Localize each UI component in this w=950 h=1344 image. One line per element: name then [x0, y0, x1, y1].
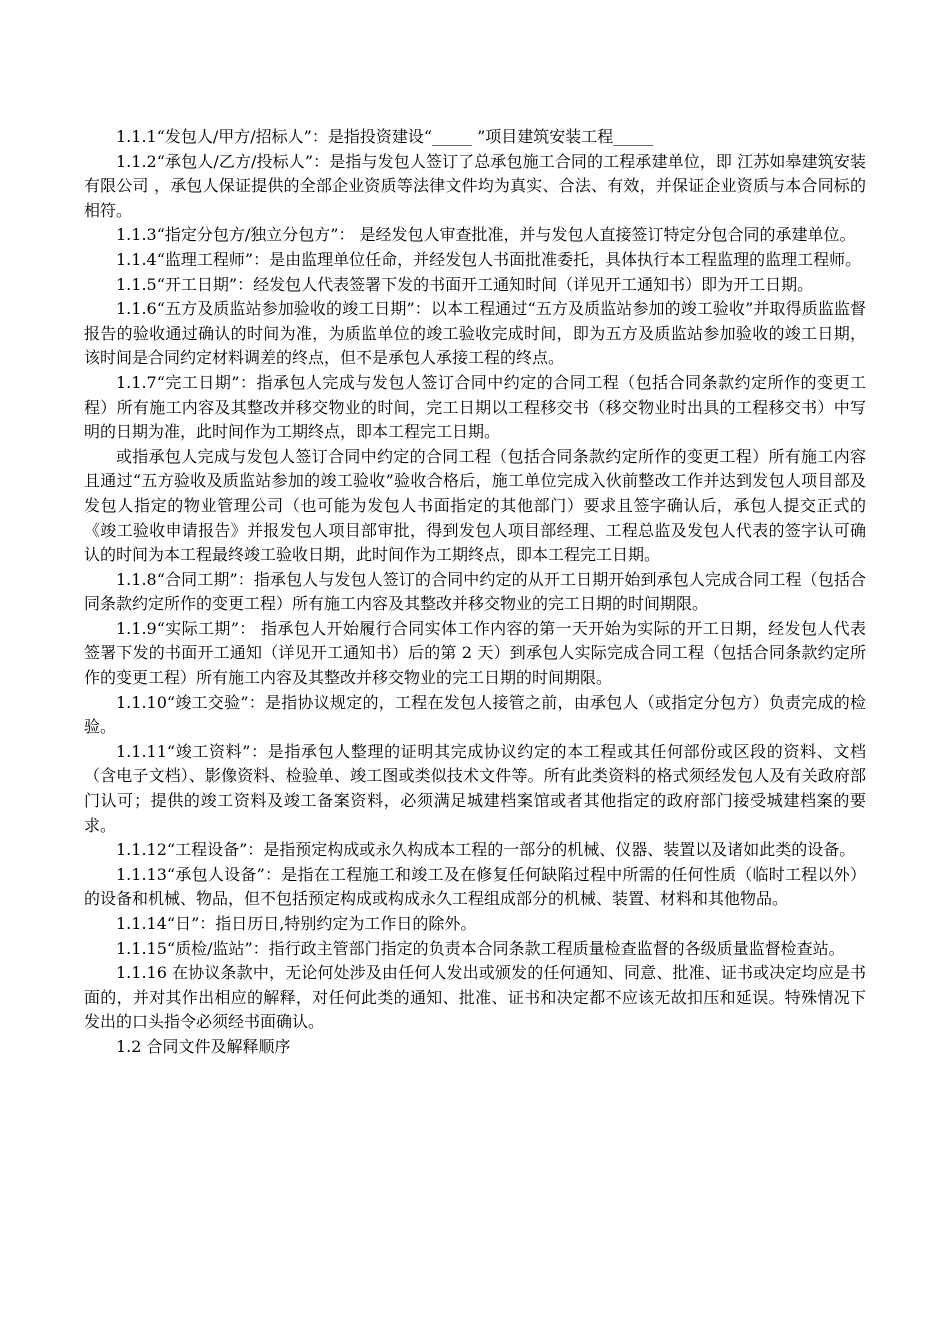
clause-1-1-9: 1.1.9“实际工期”： 指承包人开始履行合同实体工作内容的第一天开始为实际的开工日期，经发包人代表签署下发的书面开工通知（详见开工通知书）后的第 2 天）到承包人实际完成合同工程（包括合同条款约定所作的变更工程）所有施工内容及其整改并移交物业的完工日期的时间期限。	[84, 618, 866, 688]
clause-1-1-5: 1.1.5“开工日期”：经发包人代表签署下发的书面开工通知时间（详见开工通知书）即为开工日期。	[116, 274, 814, 294]
clause-1-1-2: 1.1.2“承包人/乙方/投标人”：是指与发包人签订了总承包施工合同的工程承建单位，即 江苏如皋建筑安装有限公司 ，承包人保证提供的全部企业资质等法律文件均为真实、合法、有效，并保证企业资质与本合同标的相符。	[84, 151, 866, 220]
section-heading-1-2: 1.2 合同文件及解释顺序	[116, 1036, 291, 1056]
clause-1-1-13: 1.1.13“承包人设备”：是指在工程施工和竣工及在修复任何缺陷过程中所需的任何性质（临时工程以外）的设备和机械、物品，但不包括预定构成或构成永久工程组成部分的机械、装置、材料和其他物品。	[84, 864, 866, 909]
clause-1-1-6: 1.1.6“五方及质监站参加验收的竣工日期”：以本工程通过“五方及质监站参加的竣工验收”并取得质监监督报告的验收通过确认的时间为准，为质监单位的竣工验收完成时间，即为五方及质监站参加验收的竣工日期，该时间是合同约定材料调差的终点，但不是承包人承接工程的终点。	[84, 299, 866, 368]
clause-1-1-16: 1.1.16 在协议条款中，无论何处涉及由任何人发出或颁发的任何通知、同意、批准、证书或决定均应是书面的，并对其作出相应的解释，对任何此类的通知、批准、证书和决定都不应该无故扣压和延误。特殊情况下发出的口头指令必须经书面确认。	[84, 963, 866, 1032]
clause-1-1-11: 1.1.11“竣工资料”：是指承包人整理的证明其完成协议约定的本工程或其任何部份或区段的资料、文档（含电子文档）、影像资料、检验单、竣工图或类似技术文件等。所有此类资料的格式须经发包人及有关政府部门认可；提供的竣工资料及竣工备案资料，必须满足城建档案馆或者其他指定的政府部门接受城建档案的要求。	[84, 741, 866, 835]
clause-1-1-4: 1.1.4“监理工程师”：是由监理单位任命，并经发包人书面批准委托，具体执行本工程监理的监理工程师。	[116, 249, 862, 269]
clause-1-1-8: 1.1.8“合同工期”：指承包人与发包人签订的合同中约定的从开工日期开始到承包人完成合同工程（包括合同条款约定所作的变更工程）所有施工内容及其整改并移交物业的完工日期的时间期限。	[84, 569, 866, 614]
clause-1-1-12: 1.1.12“工程设备”：是指预定构成或永久构成本工程的一部分的机械、仪器、装置以及诸如此类的设备。	[116, 840, 856, 860]
clause-1-1-7-alternative: 或指承包人完成与发包人签订合同中约定的合同工程（包括合同条款约定所作的变更工程）所有施工内容且通过“五方验收及质监站参加的竣工验收”验收合格后，施工单位完成入伙前整改工作并达到发包人项目部及发包人指定的物业管理公司（也可能为发包人书面指定的其他部门）要求且签字确认后，承包人提交正式的《竣工验收申请报告》并报发包人项目部审批，得到发包人项目部经理、工程总监及发包人代表的签字认可确认的时间为本工程最终竣工验收日期，此时间作为工期终点，即本工程完工日期。	[84, 446, 866, 565]
clause-1-1-7: 1.1.7“完工日期”：指承包人完成与发包人签订合同中约定的合同工程（包括合同条款约定所作的变更工程）所有施工内容及其整改并移交物业的时间，完工日期以工程移交书（移交物业时出具的工程移交书）中写明的日期为准，此时间作为工期终点，即本工程完工日期。	[84, 372, 866, 442]
clause-1-1-3: 1.1.3“指定分包方/独立分包方”： 是经发包人审查批准，并与发包人直接签订特定分包合同的承建单位。	[116, 225, 856, 245]
clause-1-1-1: 1.1.1“发包人/甲方/招标人”：是指投资建设“_____ ”项目建筑安装工程_____	[116, 127, 654, 146]
clause-1-1-10: 1.1.10“竣工交验”：是指协议规定的，工程在发包人接管之前，由承包人（或指定分包方）负责完成的检验。	[84, 692, 866, 737]
clause-1-1-15: 1.1.15“质检/监站”：指行政主管部门指定的负责本合同条款工程质量检查监督的各级质量监督检查站。	[116, 938, 845, 958]
clause-1-1-14: 1.1.14“日”：指日历日,特别约定为工作日的除外。	[116, 914, 477, 933]
